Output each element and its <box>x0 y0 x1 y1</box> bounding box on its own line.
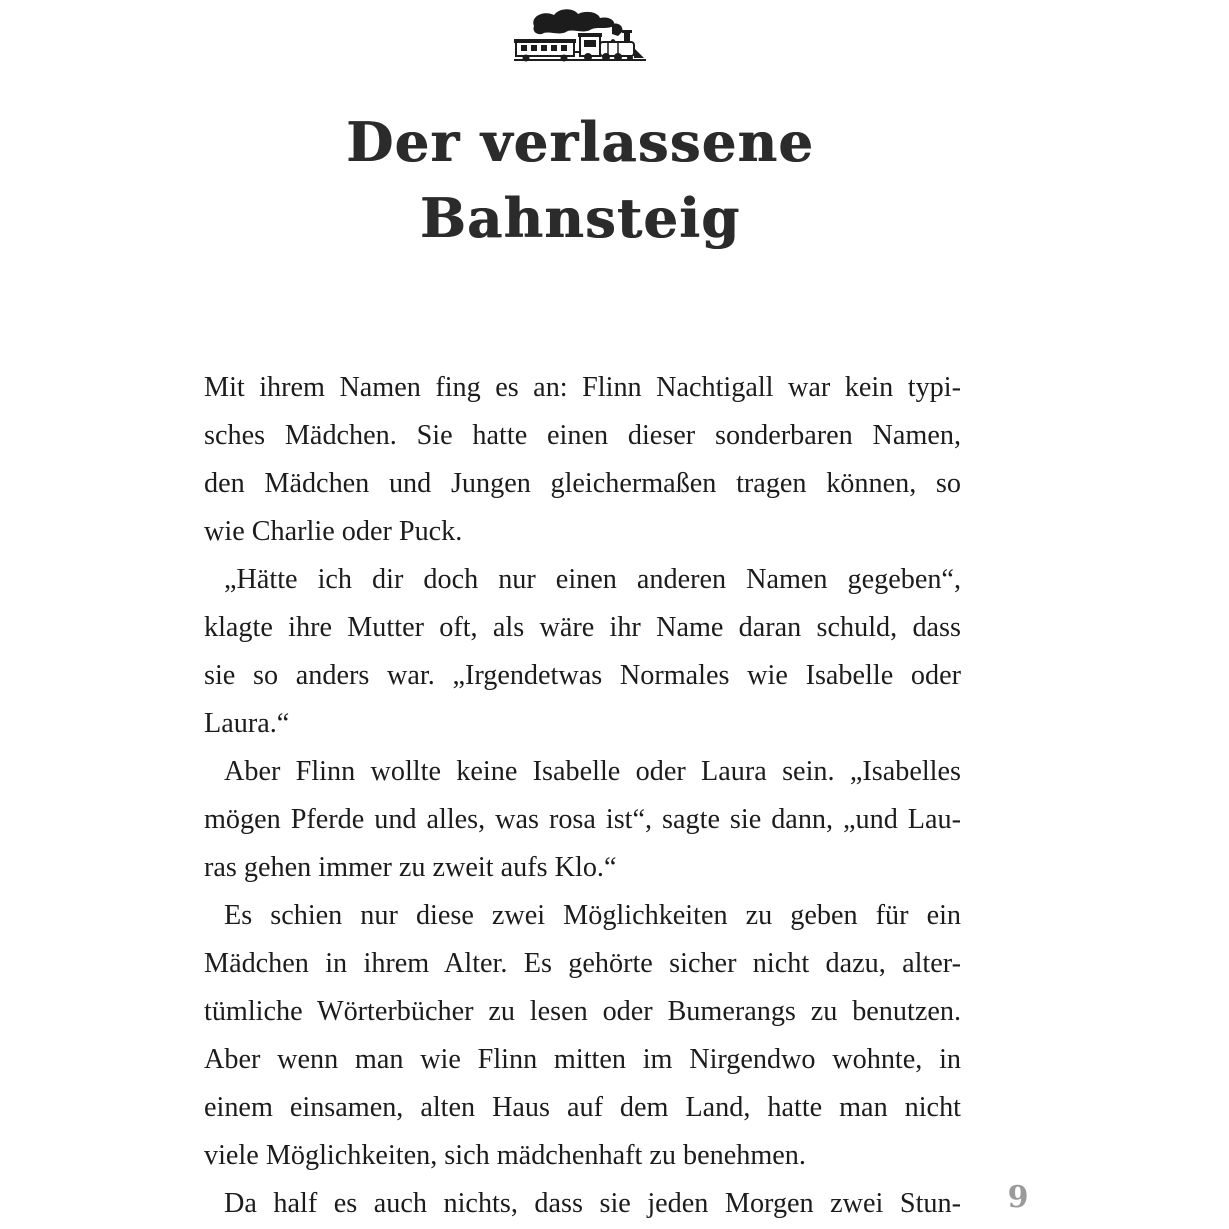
chapter-title-line-1: Der verlassene <box>346 110 814 174</box>
text-line: klagte ihre Mutter oft, als wäre ihr Name daran schuld, dass <box>204 612 961 643</box>
text-line: Laura.“ <box>204 708 290 739</box>
body-text <box>204 364 961 1228</box>
text-line: mögen Pferde und alles, was rosa ist“, sagte sie dann, „und Lau- <box>204 804 961 835</box>
chapter-title <box>300 104 860 256</box>
text-line: tümliche Wörterbücher zu lesen oder Bumerangs zu benutzen. <box>204 996 961 1027</box>
text-line: Da half es auch nichts, dass sie jeden Morgen zwei Stun- <box>224 1188 961 1219</box>
text-line: einem einsamen, alten Haus auf dem Land, hatte man nicht <box>204 1092 961 1123</box>
page-number: 9 <box>1007 1180 1029 1215</box>
text-line: Es schien nur diese zwei Möglichkeiten zu geben für ein <box>224 900 961 931</box>
text-line: Mit ihrem Namen fing es an: Flinn Nachtigall war kein typi- <box>204 372 961 403</box>
steam-train-icon <box>512 4 648 66</box>
text-line: sches Mädchen. Sie hatte einen dieser sonderbaren Namen, <box>204 420 961 451</box>
text-line: den Mädchen und Jungen gleichermaßen tragen können, so <box>204 468 961 499</box>
text-line: Aber wenn man wie Flinn mitten im Nirgendwo wohnte, in <box>204 1044 961 1075</box>
text-line: ras gehen immer zu zweit aufs Klo.“ <box>204 852 617 883</box>
text-line: Mädchen in ihrem Alter. Es gehörte sicher nicht dazu, alter- <box>204 948 961 979</box>
text-line: Aber Flinn wollte keine Isabelle oder Laura sein. „Isabelles <box>224 756 961 787</box>
text-line: „Hätte ich dir doch nur einen anderen Namen gegeben“, <box>224 564 961 595</box>
text-line: wie Charlie oder Puck. <box>204 516 463 547</box>
text-line: sie so anders war. „Irgendetwas Normales wie Isabelle oder <box>204 660 961 691</box>
text-line: viele Möglichkeiten, sich mädchenhaft zu benehmen. <box>204 1140 806 1171</box>
chapter-title-line-2: Bahnsteig <box>419 186 741 250</box>
